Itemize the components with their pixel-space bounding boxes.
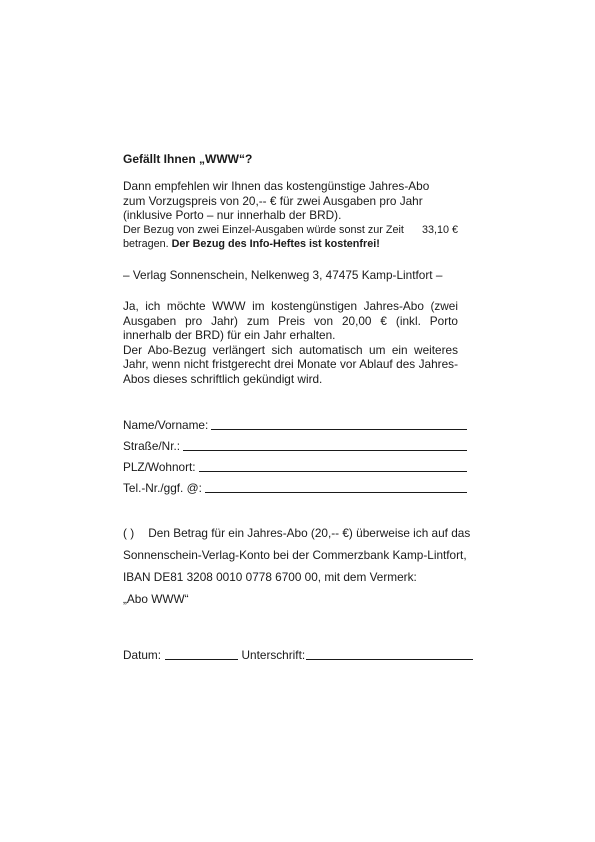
page-title: Gefällt Ihnen „WWW“? [123, 152, 253, 166]
street-field [123, 432, 467, 453]
date-label: Datum: [123, 648, 162, 662]
name-field-label: Name/Vorname: [123, 418, 209, 432]
transfer-checkbox[interactable]: ( ) [123, 526, 135, 540]
street-field-line[interactable] [183, 439, 467, 451]
intro-line-1: Dann empfehlen wir Ihnen das kostengünstige Jahres-Abo [123, 179, 430, 193]
intro-line-2: zum Vorzugspreis von 20,-- € für zwei Ausgaben pro Jahr [123, 193, 423, 208]
transfer-line-4: „Abo WWW“ [123, 592, 189, 606]
signature-row [123, 648, 473, 662]
phone-field-label: Tel.-Nr./ggf. @: [123, 481, 202, 495]
name-field-line[interactable] [211, 418, 467, 430]
transfer-line-2: Sonnenschein-Verlag-Konto bei der Commerzbank Kamp-Lintfort, [123, 548, 467, 562]
form-content [123, 152, 471, 610]
address-fields [123, 411, 458, 495]
intro-line-3: (inklusive Porto – nur innerhalb der BRD). [123, 208, 342, 222]
order-text: Ja, ich möchte WWW im kostengünstigen Jahres-Abo (zwei Ausgaben pro Jahr) zum Preis von 20,00 € (inkl. Porto innerhalb der BRD) für ein Jahr erhalten. [123, 299, 458, 342]
single-issue-cont: betragen. [123, 237, 169, 250]
transfer-section [123, 522, 471, 610]
street-field-label: Straße/Nr.: [123, 439, 181, 453]
city-field [123, 453, 467, 474]
renewal-text: Der Abo-Bezug verlängert sich automatisch um ein weiteres Jahr, wenn nicht fristgerecht drei Monate vor Ablauf des Jahres-Abos dieses schriftlich gekündigt wird. [123, 342, 458, 386]
name-field [123, 411, 467, 432]
transfer-line-3: IBAN DE81 3208 0010 0778 6700 00, mit dem Vermerk: [123, 570, 417, 584]
intro-text [123, 179, 458, 223]
publisher-address: – Verlag Sonnenschein, Nelkenweg 3, 47475 Kamp-Lintfort – [123, 267, 443, 282]
free-notice: Der Bezug des Info-Heftes ist kostenfrei! [171, 237, 380, 250]
transfer-line-1 [123, 522, 471, 544]
signature-field-line[interactable] [306, 648, 473, 660]
single-issue-text: Der Bezug von zwei Einzel-Ausgaben würde sonst zur Zeit [123, 223, 404, 236]
city-field-label: PLZ/Wohnort: [123, 460, 196, 474]
phone-field-line[interactable] [205, 481, 467, 493]
city-field-line[interactable] [199, 460, 467, 472]
date-field-line[interactable] [165, 648, 238, 660]
signature-label: Unterschrift: [241, 648, 306, 662]
phone-field [123, 474, 467, 495]
price-comparison-text [123, 223, 458, 251]
single-issue-amount: 33,10 € [421, 223, 458, 236]
transfer-text-1: Den Betrag für ein Jahres-Abo (20,-- €) überweise ich auf das [148, 526, 471, 540]
